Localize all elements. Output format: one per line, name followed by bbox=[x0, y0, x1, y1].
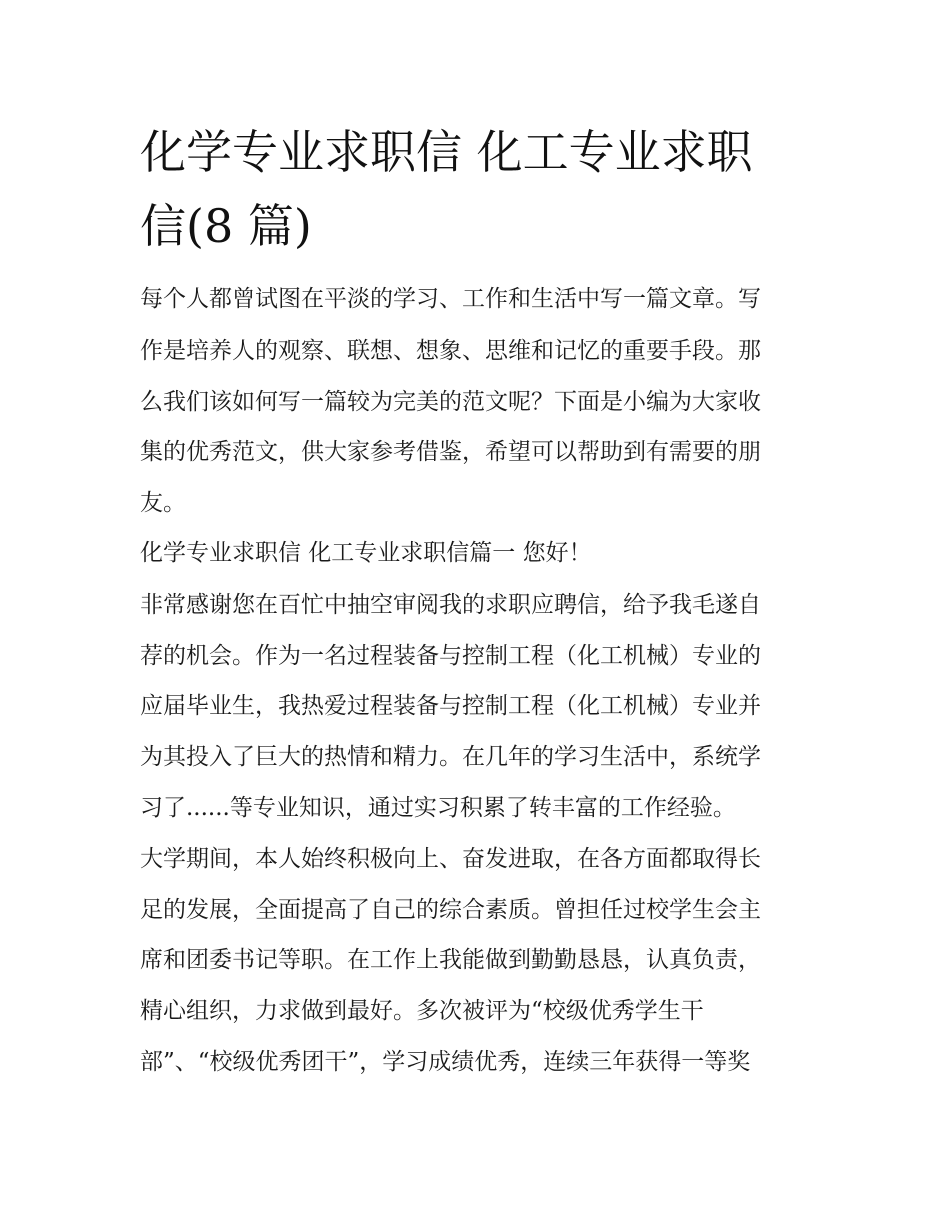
para1-line: 习了......等专业知识，通过实习积累了转丰富的工作经验。 bbox=[140, 795, 736, 821]
para1-line: 荐的机会。作为一名过程装备与控制工程（化工机械）专业的 bbox=[140, 643, 761, 669]
para1-line: 应届毕业生，我热爱过程装备与控制工程（化工机械）专业并 bbox=[140, 693, 761, 719]
para2-line: 席和团委书记等职。在工作上我能做到勤勤恳恳，认真负责， bbox=[140, 947, 761, 973]
para1-line: 非常感谢您在百忙中抽空审阅我的求职应聘信，给予我毛遂自 bbox=[140, 592, 761, 618]
para1-line: 为其投入了巨大的热情和精力。在几年的学习生活中，系统学 bbox=[140, 744, 761, 770]
document-title bbox=[140, 115, 820, 263]
section-heading: 化学专业求职信 化工专业求职信篇一 您好！ bbox=[140, 540, 592, 566]
para2-line: 部”、“校级优秀团干”，学习成绩优秀，连续三年获得一等奖 bbox=[140, 1049, 751, 1075]
title-line-2: 信(8 篇) bbox=[140, 199, 312, 253]
intro-line: 每个人都曾试图在平淡的学习、工作和生活中写一篇文章。写 bbox=[140, 286, 761, 312]
para2-line: 大学期间，本人始终积极向上、奋发进取，在各方面都取得长 bbox=[140, 846, 761, 872]
intro-line: 么我们该如何写一篇较为完美的范文呢？下面是小编为大家收 bbox=[140, 389, 761, 415]
intro-line: 集的优秀范文，供大家参考借鉴，希望可以帮助到有需要的朋 bbox=[140, 439, 761, 465]
intro-line: 友。 bbox=[140, 490, 186, 516]
intro-line: 作是培养人的观察、联想、想象、思维和记忆的重要手段。那 bbox=[140, 338, 761, 364]
para2-line: 足的发展，全面提高了自己的综合素质。曾担任过校学生会主 bbox=[140, 897, 761, 923]
title-line-1: 化学专业求职信 化工专业求职 bbox=[140, 125, 753, 179]
para2-line: 精心组织，力求做到最好。多次被评为“校级优秀学生干 bbox=[140, 998, 704, 1024]
